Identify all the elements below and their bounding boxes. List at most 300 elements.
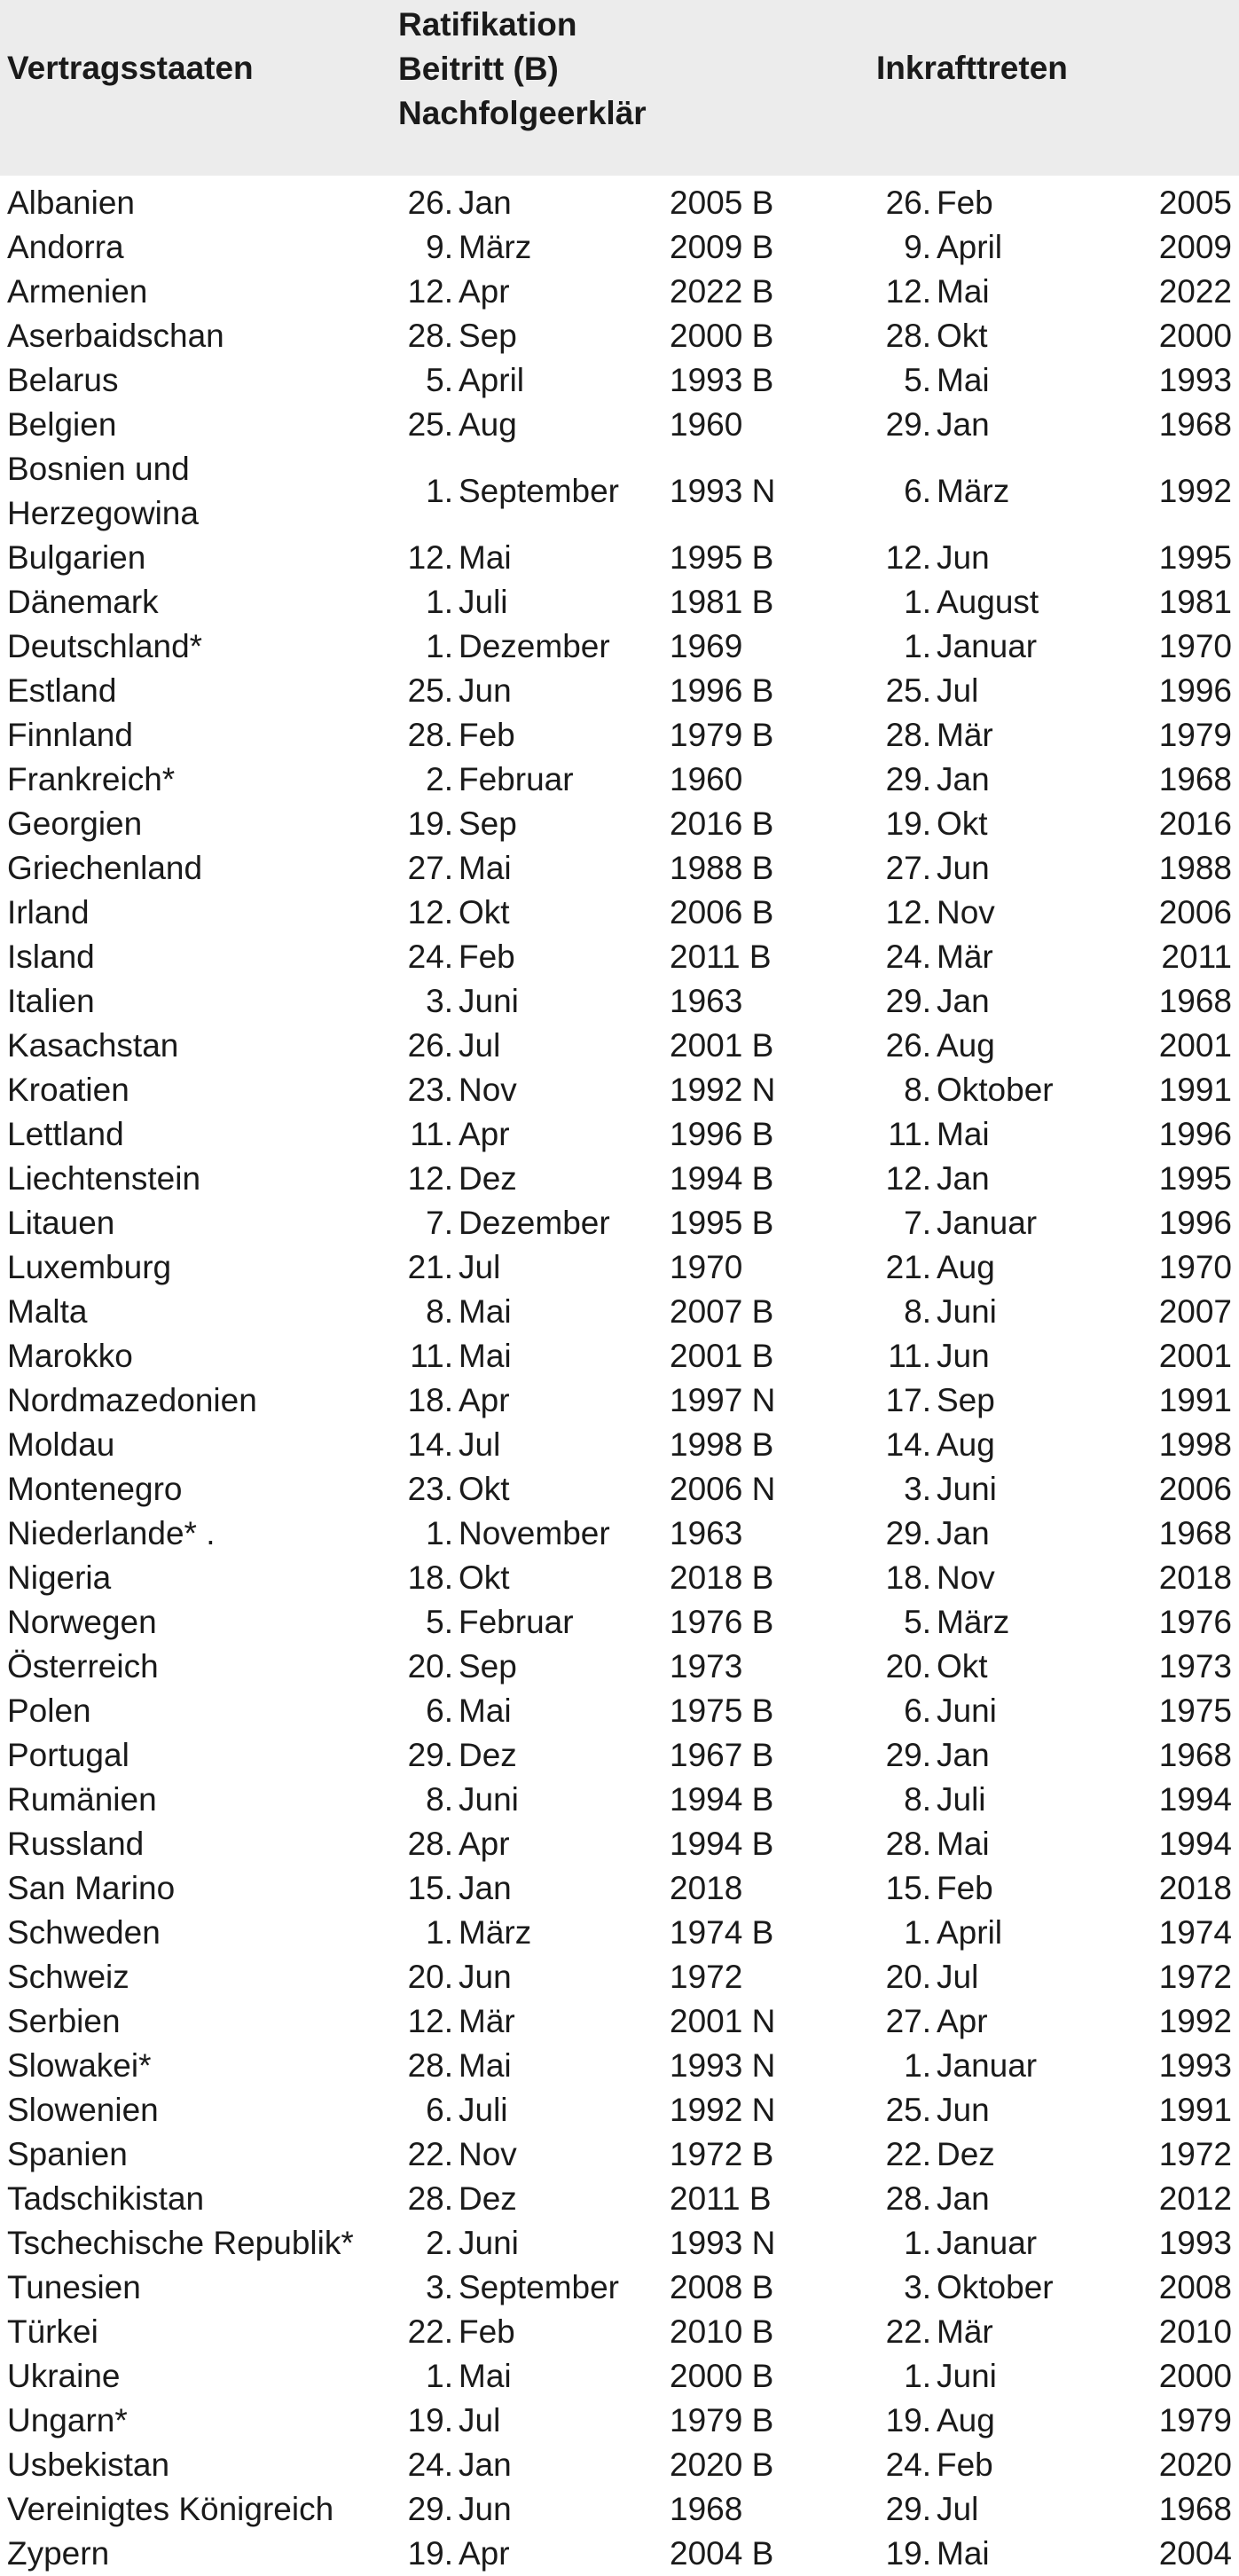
ratification-month: Aug: [459, 406, 517, 443]
entry-day: 27.: [885, 850, 931, 886]
table-row: [0, 1866, 1239, 1911]
ratification-year: 1995 B: [670, 1205, 774, 1241]
table-row: [0, 758, 1239, 802]
entry-day: 1.: [904, 584, 931, 620]
entry-month: Mai: [937, 362, 990, 398]
entry-day: 19.: [885, 2402, 931, 2439]
ratification-year: 1972: [670, 1959, 743, 1995]
table-row: [0, 1645, 1239, 1689]
entry-month: Okt: [937, 1648, 988, 1685]
entry-year: 1995: [1158, 539, 1232, 576]
entry-year: 1991: [1158, 2092, 1232, 2128]
table-row: [0, 181, 1239, 225]
country-name: Polen: [7, 1692, 91, 1729]
entry-month: Feb: [937, 1870, 993, 1906]
ratification-month: März: [459, 1914, 532, 1951]
header-ratification-line2: Beitritt (B): [398, 51, 559, 87]
table-row: [0, 1600, 1239, 1645]
ratification-year: 1979 B: [670, 2402, 774, 2439]
country-name: Liechtenstein: [7, 1160, 201, 1197]
entry-year: 2004: [1158, 2535, 1232, 2572]
ratification-year: 1969: [670, 628, 743, 664]
entry-day: 28.: [885, 717, 931, 753]
table-row: [0, 2399, 1239, 2443]
entry-month: Feb: [937, 2446, 993, 2483]
country-name: Finnland: [7, 717, 133, 753]
entry-year: 1976: [1158, 1604, 1232, 1640]
ratification-year: 2016 B: [670, 805, 774, 842]
ratification-month: Februar: [459, 761, 574, 797]
entry-year: 2011: [1161, 939, 1232, 975]
entry-month: Juni: [937, 1471, 997, 1507]
ratification-month: Okt: [459, 894, 510, 931]
table-row: [0, 314, 1239, 358]
ratification-year: 1992 N: [670, 1072, 776, 1108]
entry-month: Januar: [937, 2225, 1038, 2261]
country-name: Luxemburg: [7, 1249, 172, 1285]
entry-year: 1994: [1158, 1826, 1232, 1862]
ratification-day: 26.: [407, 185, 453, 221]
entry-day: 20.: [885, 1959, 931, 1995]
entry-year: 2012: [1158, 2180, 1232, 2217]
ratification-month: Jul: [459, 1249, 501, 1285]
entry-year: 1996: [1158, 672, 1232, 709]
table-row: [0, 358, 1239, 403]
ratification-month: Jun: [459, 672, 512, 709]
ratification-year: 1974 B: [670, 1914, 774, 1951]
ratification-year: 2008 B: [670, 2269, 774, 2305]
entry-month: Juni: [937, 1293, 997, 1330]
entry-year: 2006: [1158, 894, 1232, 931]
ratification-year: 1998 B: [670, 1426, 774, 1463]
ratification-month: März: [459, 229, 532, 265]
entry-day: 26.: [885, 185, 931, 221]
entry-day: 29.: [885, 2491, 931, 2527]
ratification-month: Mai: [459, 2358, 512, 2394]
ratification-month: Mai: [459, 1692, 512, 1729]
entry-year: 1968: [1158, 406, 1232, 443]
entry-month: Jun: [937, 850, 990, 886]
ratification-month: Jul: [459, 1027, 501, 1064]
ratification-year: 1993 N: [670, 2047, 776, 2084]
ratification-day: 26.: [407, 1027, 453, 1064]
entry-day: 29.: [885, 406, 931, 443]
ratification-month: Jun: [459, 1959, 512, 1995]
ratification-day: 19.: [407, 805, 453, 842]
ratification-month: Mär: [459, 2003, 515, 2039]
table-row: [0, 2132, 1239, 2177]
table-row: [0, 536, 1239, 580]
entry-month: Mai: [937, 273, 990, 310]
ratification-year: 1992 N: [670, 2092, 776, 2128]
ratification-day: 29.: [407, 2491, 453, 2527]
entry-month: März: [937, 1604, 1010, 1640]
country-name: Italien: [7, 983, 95, 1019]
ratification-day: 8.: [426, 1293, 453, 1330]
table-row: [0, 624, 1239, 669]
table-row: [0, 1378, 1239, 1423]
entry-day: 20.: [885, 1648, 931, 1685]
ratification-day: 23.: [407, 1072, 453, 1108]
ratification-day: 20.: [407, 1959, 453, 1995]
ratification-year: 1975 B: [670, 1692, 774, 1729]
ratification-year: 1988 B: [670, 850, 774, 886]
entry-year: 2018: [1158, 1870, 1232, 1906]
ratification-month: Mai: [459, 1293, 512, 1330]
table-row: [0, 2044, 1239, 2088]
country-name: Deutschland*: [7, 628, 203, 664]
ratification-year: 2001 B: [670, 1338, 774, 1374]
ratification-year: 2018 B: [670, 1559, 774, 1596]
entry-day: 29.: [885, 983, 931, 1019]
ratification-day: 3.: [426, 983, 453, 1019]
ratification-year: 1960: [670, 406, 743, 443]
table-row: [0, 669, 1239, 713]
table-row: [0, 802, 1239, 846]
ratification-year: 1973: [670, 1648, 743, 1685]
entry-year: 2006: [1158, 1471, 1232, 1507]
ratification-day: 1.: [426, 1515, 453, 1551]
ratification-day: 3.: [426, 2269, 453, 2305]
entry-day: 27.: [885, 2003, 931, 2039]
ratification-day: 24.: [407, 2446, 453, 2483]
entry-day: 29.: [885, 1737, 931, 1773]
entry-day: 18.: [885, 1559, 931, 1596]
table-row: [0, 2310, 1239, 2354]
country-name: Nigeria: [7, 1559, 112, 1596]
ratification-year: 1993 B: [670, 362, 774, 398]
entry-month: Juni: [937, 1692, 997, 1729]
country-name: Montenegro: [7, 1471, 183, 1507]
table-row: [0, 1290, 1239, 1334]
ratification-year: 1994 B: [670, 1781, 774, 1818]
country-name: Estland: [7, 672, 117, 709]
country-name: Lettland: [7, 1116, 124, 1152]
table-row: [0, 1822, 1239, 1866]
ratification-year: 1997 N: [670, 1382, 776, 1418]
table-row: [0, 2221, 1239, 2266]
ratification-month: Dezember: [459, 1205, 610, 1241]
ratification-year: 2006 N: [670, 1471, 776, 1507]
ratification-year: 2020 B: [670, 2446, 774, 2483]
entry-month: Jan: [937, 406, 990, 443]
ratification-month: Dez: [459, 1160, 517, 1197]
ratification-year: 1996 B: [670, 672, 774, 709]
ratification-day: 15.: [407, 1870, 453, 1906]
entry-month: Jul: [937, 1959, 979, 1995]
header-ratification-line1: Ratifikation: [398, 6, 577, 43]
header-ratification-line3: Nachfolgeerklär: [398, 95, 647, 131]
entry-day: 8.: [904, 1293, 931, 1330]
country-name: Zypern: [7, 2535, 110, 2572]
ratification-day: 1.: [426, 2358, 453, 2394]
ratification-year: 2000 B: [670, 318, 774, 354]
ratification-month: Sep: [459, 805, 517, 842]
table-row: [0, 1689, 1239, 1733]
table-row: [0, 1245, 1239, 1290]
entry-day: 7.: [904, 1205, 931, 1241]
table-body: [0, 181, 1239, 2576]
ratification-year: 2000 B: [670, 2358, 774, 2394]
ratification-year: 1979 B: [670, 717, 774, 753]
entry-month: Juli: [937, 1781, 986, 1818]
country-name: Vereinigtes Königreich: [7, 2491, 334, 2527]
ratification-year: 2018: [670, 1870, 743, 1906]
country-name: Frankreich*: [7, 761, 176, 797]
ratification-day: 12.: [407, 894, 453, 931]
entry-year: 1979: [1158, 717, 1232, 753]
entry-year: 2022: [1158, 273, 1232, 310]
entry-day: 17.: [885, 1382, 931, 1418]
entry-month: Mai: [937, 2535, 990, 2572]
entry-day: 1.: [904, 2358, 931, 2394]
entry-year: 1993: [1158, 362, 1232, 398]
table-row: [0, 2354, 1239, 2399]
ratification-month: Jan: [459, 1870, 512, 1906]
ratification-year: 1993 N: [670, 473, 776, 509]
country-name: Belarus: [7, 362, 119, 398]
table-row: [0, 1157, 1239, 1201]
entry-month: Juni: [937, 2358, 997, 2394]
country-name: Usbekistan: [7, 2446, 170, 2483]
entry-year: 1992: [1158, 473, 1232, 509]
country-name: Schweiz: [7, 1959, 129, 1995]
entry-month: Feb: [937, 185, 993, 221]
ratification-day: 28.: [407, 318, 453, 354]
entry-month: Jan: [937, 1515, 990, 1551]
entry-year: 2005: [1158, 185, 1232, 221]
ratification-day: 2.: [426, 2225, 453, 2261]
table-row: [0, 580, 1239, 624]
entry-day: 8.: [904, 1072, 931, 1108]
table-row: [0, 1467, 1239, 1512]
entry-day: 5.: [904, 362, 931, 398]
entry-month: Okt: [937, 805, 988, 842]
table-row: [0, 1334, 1239, 1378]
entry-day: 3.: [904, 2269, 931, 2305]
ratification-month: Apr: [459, 1382, 510, 1418]
header-states: Vertragsstaaten: [7, 50, 254, 86]
ratification-day: 1.: [426, 1914, 453, 1951]
entry-year: 1979: [1158, 2402, 1232, 2439]
ratification-month: September: [459, 2269, 619, 2305]
ratification-month: Feb: [459, 2313, 515, 2350]
entry-year: 1970: [1158, 628, 1232, 664]
ratification-day: 25.: [407, 406, 453, 443]
table-row: [0, 1955, 1239, 1999]
ratification-day: 28.: [407, 2047, 453, 2084]
entry-year: 2010: [1158, 2313, 1232, 2350]
entry-day: 25.: [885, 672, 931, 709]
ratification-day: 28.: [407, 717, 453, 753]
entry-month: Jul: [937, 2491, 979, 2527]
ratification-year: 1993 N: [670, 2225, 776, 2261]
ratification-day: 2.: [426, 761, 453, 797]
entry-day: 1.: [904, 2047, 931, 2084]
entry-day: 1.: [904, 2225, 931, 2261]
ratification-day: 28.: [407, 2180, 453, 2217]
country-name: Slowenien: [7, 2092, 159, 2128]
entry-month: Jul: [937, 672, 979, 709]
table-row: [0, 1911, 1239, 1955]
ratification-day: 19.: [407, 2535, 453, 2572]
ratification-month: Apr: [459, 2535, 510, 2572]
table-row: [0, 1423, 1239, 1467]
entry-month: Oktober: [937, 2269, 1054, 2305]
ratification-day: 12.: [407, 1160, 453, 1197]
ratification-month: Juli: [459, 584, 508, 620]
country-name: Griechenland: [7, 850, 203, 886]
ratification-day: 6.: [426, 2092, 453, 2128]
country-name: Rumänien: [7, 1781, 157, 1818]
table-row: [0, 1024, 1239, 1068]
entry-day: 19.: [885, 2535, 931, 2572]
country-name: Aserbaidschan: [7, 318, 224, 354]
ratification-month: Sep: [459, 318, 517, 354]
entry-year: 1972: [1158, 1959, 1232, 1995]
ratification-month: Jan: [459, 185, 512, 221]
entry-month: Aug: [937, 1426, 995, 1463]
country-name: Norwegen: [7, 1604, 157, 1640]
ratification-month: Feb: [459, 717, 515, 753]
ratification-year: 1996 B: [670, 1116, 774, 1152]
ratification-day: 12.: [407, 273, 453, 310]
entry-day: 28.: [885, 2180, 931, 2217]
entry-month: Januar: [937, 628, 1038, 664]
ratification-day: 28.: [407, 1826, 453, 1862]
entry-year: 1994: [1158, 1781, 1232, 1818]
table-row: [0, 2532, 1239, 2576]
entry-month: Mai: [937, 1826, 990, 1862]
ratification-month: Okt: [459, 1559, 510, 1596]
entry-day: 26.: [885, 1027, 931, 1064]
entry-year: 2008: [1158, 2269, 1232, 2305]
ratification-day: 25.: [407, 672, 453, 709]
country-name: Andorra: [7, 229, 124, 265]
ratification-year: 2005 B: [670, 185, 774, 221]
table-row: [0, 1778, 1239, 1822]
ratification-month: Nov: [459, 2136, 517, 2172]
ratification-day: 6.: [426, 1692, 453, 1729]
ratification-year: 1994 B: [670, 1160, 774, 1197]
ratification-year: 2006 B: [670, 894, 774, 931]
ratification-month: Mai: [459, 539, 512, 576]
entry-day: 24.: [885, 939, 931, 975]
table-row: [0, 225, 1239, 270]
entry-month: März: [937, 473, 1010, 509]
entry-year: 1996: [1158, 1116, 1232, 1152]
table-row: [0, 1733, 1239, 1778]
entry-month: Nov: [937, 894, 995, 931]
entry-year: 2009: [1158, 229, 1232, 265]
table-row: [0, 1112, 1239, 1157]
ratification-month: Dez: [459, 2180, 517, 2217]
ratification-month: Okt: [459, 1471, 510, 1507]
entry-day: 6.: [904, 1692, 931, 1729]
country-name: Irland: [7, 894, 90, 931]
ratification-month: Mai: [459, 850, 512, 886]
table-row: [0, 1556, 1239, 1600]
ratification-day: 1.: [426, 628, 453, 664]
ratification-day: 5.: [426, 1604, 453, 1640]
table-row: [0, 2088, 1239, 2132]
entry-day: 14.: [885, 1426, 931, 1463]
table-row: [0, 1512, 1239, 1556]
table-row: [0, 1068, 1239, 1112]
ratification-month: Juli: [459, 2092, 508, 2128]
country-name: Moldau: [7, 1426, 115, 1463]
country-name: Tadschikistan: [7, 2180, 205, 2217]
country-name: Litauen: [7, 1205, 115, 1241]
entry-day: 1.: [904, 628, 931, 664]
ratification-day: 21.: [407, 1249, 453, 1285]
ratification-month: Jul: [459, 1426, 501, 1463]
entry-day: 12.: [885, 539, 931, 576]
ratification-year: 1963: [670, 1515, 743, 1551]
ratification-month: Apr: [459, 1826, 510, 1862]
entry-month: Jan: [937, 2180, 990, 2217]
ratification-month: Apr: [459, 1116, 510, 1152]
ratification-year: 1960: [670, 761, 743, 797]
ratification-year: 1994 B: [670, 1826, 774, 1862]
entry-day: 9.: [904, 229, 931, 265]
ratification-day: 8.: [426, 1781, 453, 1818]
country-name: Spanien: [7, 2136, 128, 2172]
ratification-year: 1963: [670, 983, 743, 1019]
entry-year: 1981: [1158, 584, 1232, 620]
entry-day: 6.: [904, 473, 931, 509]
ratification-day: 22.: [407, 2136, 453, 2172]
entry-day: 1.: [904, 1914, 931, 1951]
entry-year: 2001: [1158, 1027, 1232, 1064]
table-row: [0, 2487, 1239, 2532]
ratification-year: 1995 B: [670, 539, 774, 576]
entry-month: Jun: [937, 1338, 990, 1374]
entry-day: 5.: [904, 1604, 931, 1640]
ratification-month: Dez: [459, 1737, 517, 1773]
entry-day: 15.: [885, 1870, 931, 1906]
table-row: [0, 935, 1239, 979]
ratification-day: 18.: [407, 1559, 453, 1596]
entry-month: Jan: [937, 761, 990, 797]
country-name: Dänemark: [7, 584, 159, 620]
entry-year: 2018: [1158, 1559, 1232, 1596]
entry-year: 1995: [1158, 1160, 1232, 1197]
entry-year: 2007: [1158, 1293, 1232, 1330]
entry-year: 1968: [1158, 983, 1232, 1019]
table-row: [0, 979, 1239, 1024]
ratification-month: Dezember: [459, 628, 610, 664]
entry-day: 29.: [885, 1515, 931, 1551]
ratification-day: 27.: [407, 850, 453, 886]
table-row: [0, 2266, 1239, 2310]
country-name: Island: [7, 939, 95, 975]
country-name: Niederlande* .: [7, 1515, 216, 1551]
entry-month: Aug: [937, 1027, 995, 1064]
entry-year: 1975: [1158, 1692, 1232, 1729]
ratification-year: 1970: [670, 1249, 743, 1285]
ratification-day: 19.: [407, 2402, 453, 2439]
entry-year: 1991: [1158, 1382, 1232, 1418]
entry-month: August: [937, 584, 1039, 620]
table-row: [0, 1999, 1239, 2044]
ratification-day: 11.: [410, 1116, 453, 1152]
ratification-month: Jun: [459, 2491, 512, 2527]
ratification-year: 1981 B: [670, 584, 774, 620]
entry-month: Mär: [937, 2313, 993, 2350]
ratification-month: Juni: [459, 983, 519, 1019]
entry-year: 1988: [1158, 850, 1232, 886]
